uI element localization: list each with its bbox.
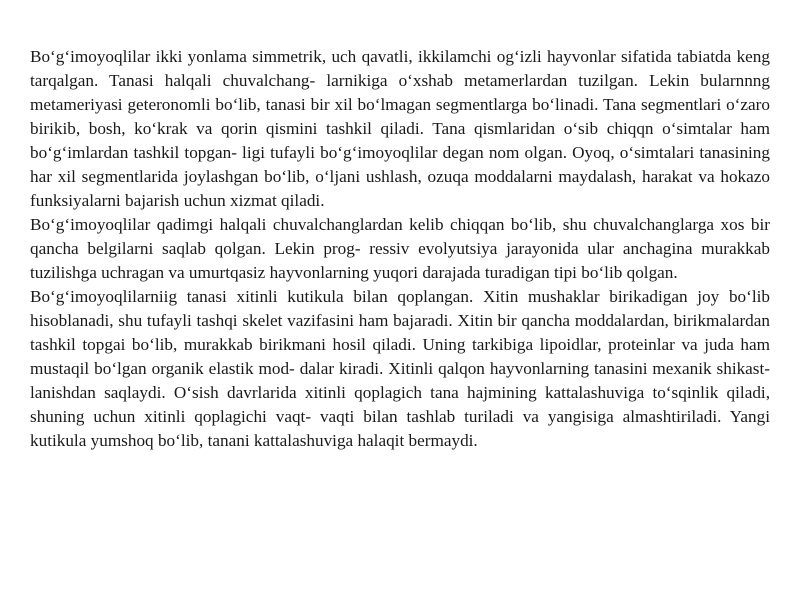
paragraph-3: Bo‘g‘imoyoqlilarniig tanasi xitinli kutikula bilan qoplangan. Xitin mushaklar birikadigan joy bo‘lib hisoblanadi, shu tufayli tashqi skelet vazifasini ham bajaradi. Xitin bir qancha moddalardan, birikmalardan tashkil topgai bo‘lib, murakkab birikmani hosil qiladi. Uning tarkibiga lipoidlar, proteinlar va juda ham mustaqil bo‘lgan organik elastik mod- dalar kiradi. Xitinli qalqon hayvonlarning tanasini mexanik shikast- lanishdan saqlaydi. O‘sish davrlarida xitinli qoplagich tana hajmining kattalashuviga to‘sqinlik qiladi, shuning uchun xitinli qoplagichi vaqt- vaqti bilan tashlab turiladi va yangisiga almashtiriladi. Yangi kutikula yumshoq bo‘lib, tanani kattalashuviga halaqit bermaydi.: [30, 287, 770, 450]
document-body: [30, 45, 770, 453]
paragraph-1: Bo‘g‘imoyoqlilar ikki yonlama simmetrik, uch qavatli, ikkilamchi og‘izli hayvonlar sifatida tabiatda keng tarqalgan. Tanasi halqali chuvalchang- larnikiga o‘xshab metamerlardan tuzilgan. Lekin bularnnng metameriyasi geteronomli bo‘lib, tanasi bir xil bo‘lmagan segmentlarga bo‘linadi. Tana segmentlari o‘zaro birikib, bosh, ko‘krak va qorin qismini tashkil qiladi. Tana qismlaridan o‘sib chiqqn o‘simtalar ham bo‘g‘imlardan tashkil topgan- ligi tufayli bo‘g‘imoyoqlilar degan nom olgan. Oyoq, o‘simtalari tanasining har xil segmentlarida joylashgan bo‘lib, o‘ljani ushlash, ozuqa moddalarni maydalash, harakat va hokazo funksiyalarni bajarish uchun xizmat qiladi.: [30, 47, 770, 210]
paragraph-2: Bo‘g‘imoyoqlilar qadimgi halqali chuvalchanglardan kelib chiqqan bo‘lib, shu chuvalchanglarga xos bir qancha belgilarni saqlab qolgan. Lekin prog- ressiv evolyutsiya jarayonida ular anchagina murakkab tuzilishga uchragan va umurtqasiz hayvonlarning yuqori darajada turadigan tipi bo‘lib qolgan.: [30, 215, 770, 282]
